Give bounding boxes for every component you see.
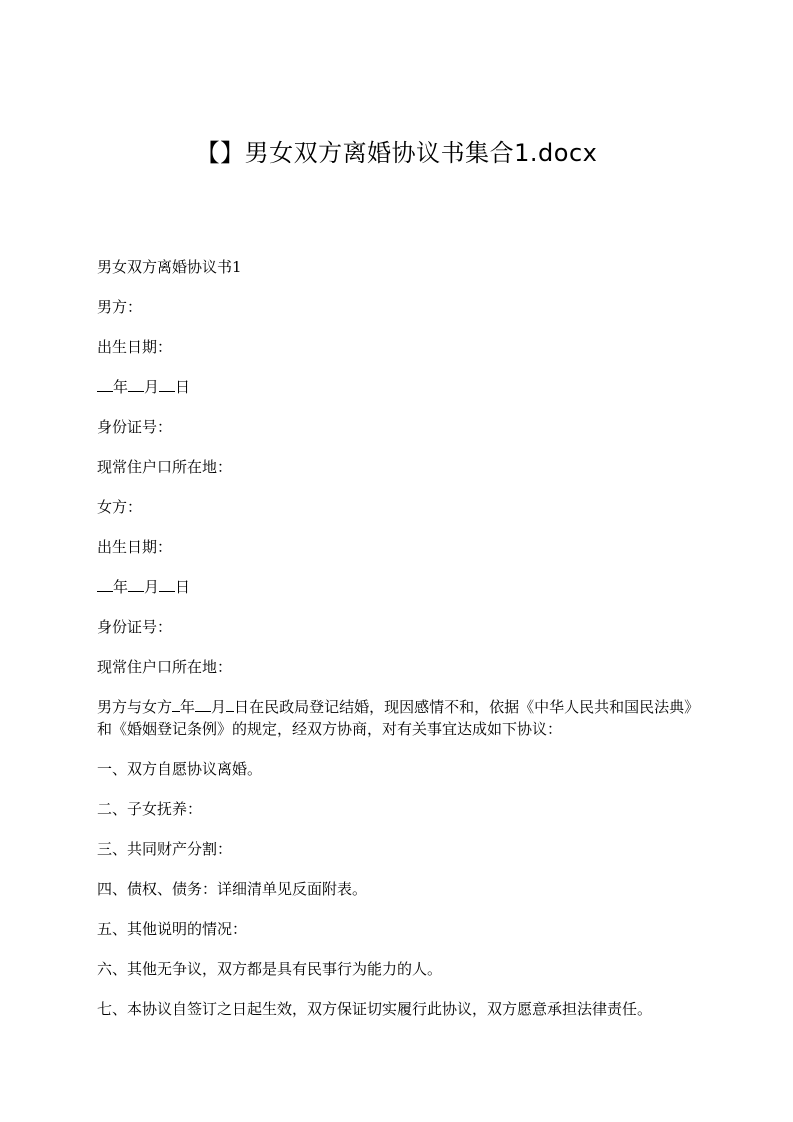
document-title: 【】男女双方离婚协议书集合1.docx	[195, 139, 598, 167]
female-birth-date-label: 出生日期：	[97, 538, 173, 556]
marriage-year-blank	[172, 696, 180, 712]
day-blank	[159, 576, 175, 592]
marriage-statement-text: 在民政局登记结婚，现因感情不和，依据《中华人民共和国民法典》和《婚姻登记条例》的规定，经双方协商，对有关事宜达成如下协议：	[97, 698, 692, 738]
clause-2: 二、子女抚养：	[97, 800, 203, 818]
female-id-label: 身份证号：	[97, 618, 173, 636]
marriage-month-blank	[195, 696, 211, 712]
female-residence-label: 现常住户口所在地：	[97, 658, 233, 676]
male-birth-date-label: 出生日期：	[97, 338, 173, 356]
male-birth-date-blanks	[97, 376, 697, 398]
male-id-label: 身份证号：	[97, 418, 173, 436]
year-text: 年	[113, 578, 129, 596]
day-blank	[159, 376, 175, 392]
day-text: 日	[175, 578, 191, 596]
day-text: 日	[175, 378, 191, 396]
month-blank	[128, 576, 144, 592]
document-body	[97, 256, 697, 1038]
marriage-statement	[97, 696, 697, 740]
month-text: 月	[144, 578, 160, 596]
marriage-year: 年	[180, 698, 196, 716]
male-party-label: 男方：	[97, 298, 143, 316]
section-heading: 男女双方离婚协议书1	[97, 258, 242, 276]
marriage-day-blank	[226, 696, 234, 712]
clause-3: 三、共同财产分割：	[97, 840, 233, 858]
marriage-day: 日	[234, 698, 250, 716]
female-party-label: 女方：	[97, 498, 143, 516]
clause-7: 七、本协议自签订之日起生效，双方保证切实履行此协议，双方愿意承担法律责任。	[97, 1000, 653, 1018]
month-text: 月	[144, 378, 160, 396]
clause-5: 五、其他说明的情况：	[97, 920, 248, 938]
year-blank	[97, 376, 113, 392]
clause-6: 六、其他无争议，双方都是具有民事行为能力的人。	[97, 960, 443, 978]
year-text: 年	[113, 378, 129, 396]
year-blank	[97, 576, 113, 592]
month-blank	[128, 376, 144, 392]
male-residence-label: 现常住户口所在地：	[97, 458, 233, 476]
marriage-month: 月	[211, 698, 227, 716]
marriage-prefix: 男方与女方	[97, 698, 173, 716]
clause-4: 四、债权、债务：详细清单见反面附表。	[97, 880, 368, 898]
clause-1: 一、双方自愿协议离婚。	[97, 760, 263, 778]
female-birth-date-blanks	[97, 576, 697, 598]
